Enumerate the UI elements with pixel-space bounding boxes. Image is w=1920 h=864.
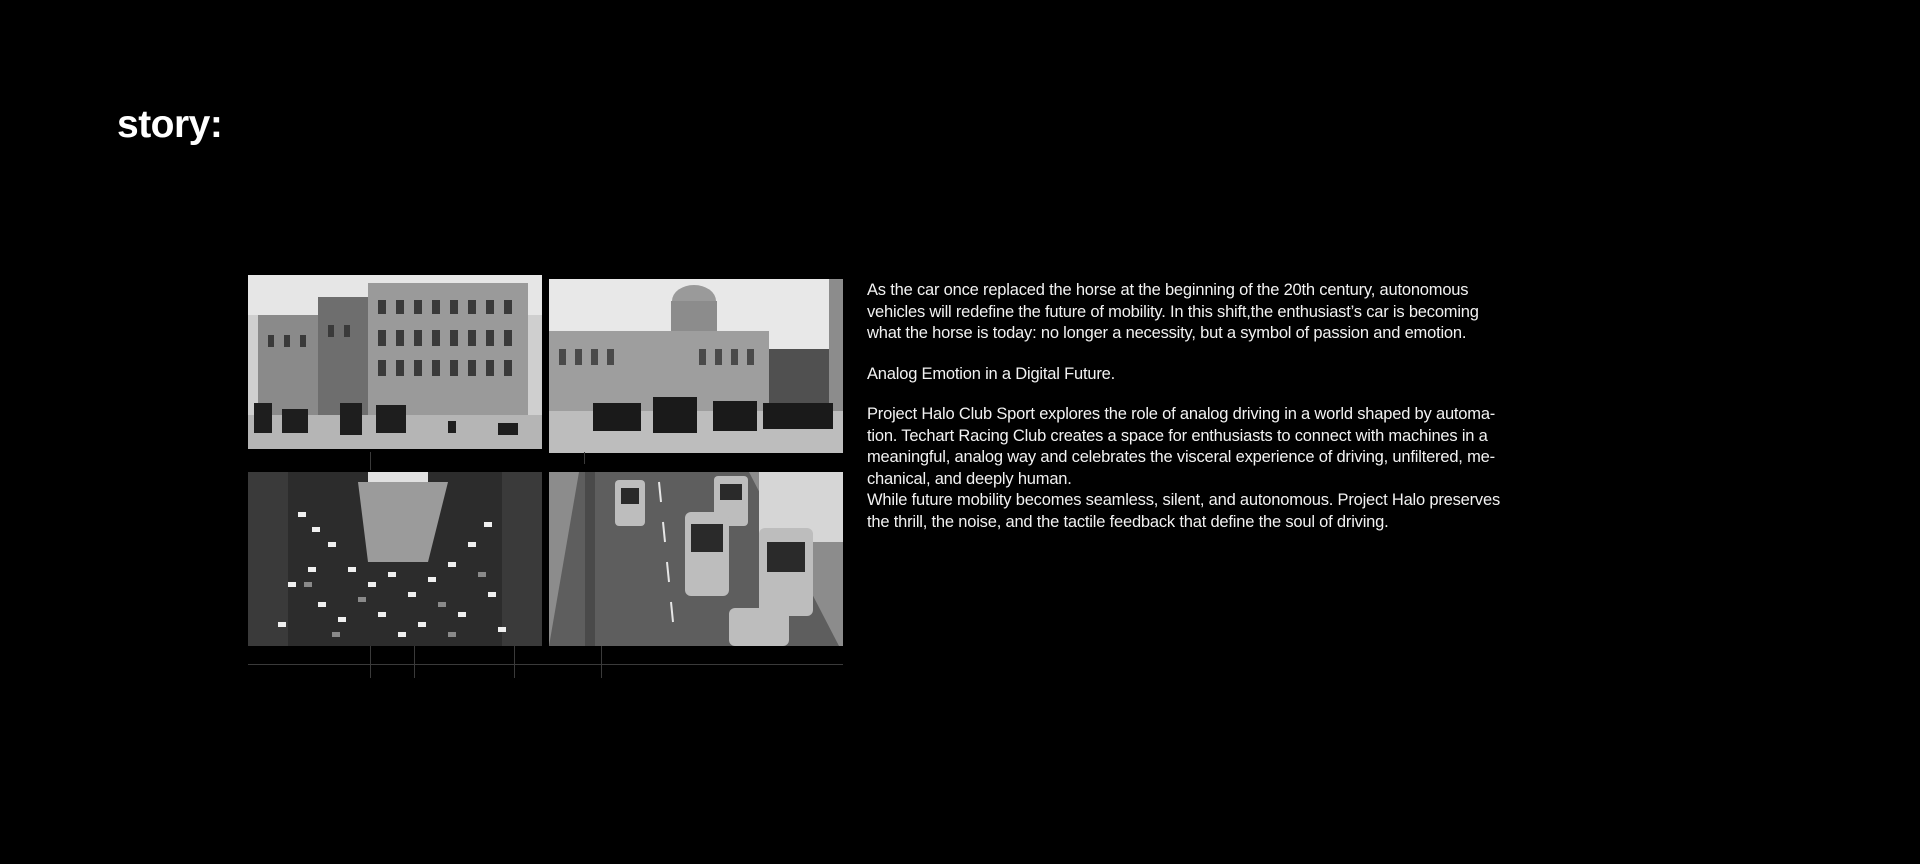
story-paragraph-project: Project Halo Club Sport explores the role of analog driving in a world shaped by automa- tion. Techart Racing Club creates a space for enthusiasts to connect with machines in a meaningful, analog way and celebrates the visceral experience of driving, unfiltered, me- chanical, and deeply human. While future mobility becomes seamless, silent, and autonomous. Project Halo preserves the thrill, the noise, and the tactile feedback that define the soul of driving. xyxy=(867,405,1501,531)
autonomous-pods-on-street-render xyxy=(549,472,843,646)
story-text-column xyxy=(867,280,1547,552)
aerial-traffic-jam-photo xyxy=(248,472,542,646)
page-title: story: xyxy=(117,103,223,146)
grid-tick-mark xyxy=(414,646,415,678)
story-tagline: Analog Emotion in a Digital Future. xyxy=(867,364,1115,383)
photo-grid-baseline-rule xyxy=(248,664,843,665)
grid-tick-mark xyxy=(584,452,585,464)
early-automobiles-in-front-of-domed-building-photo xyxy=(549,279,843,453)
grid-tick-mark xyxy=(601,646,602,678)
story-paragraph-intro: As the car once replaced the horse at the beginning of the 20th century, autonomous vehicles will redefine the future of mobility. In this shift,the enthusiast’s car is becoming what the horse is today: no longer a necessity, but a symbol of passion and emotion. xyxy=(867,281,1479,342)
grid-tick-mark xyxy=(514,646,515,678)
grid-tick-mark xyxy=(370,646,371,678)
grid-tick-mark xyxy=(370,452,371,470)
historic-street-with-carriages-photo xyxy=(248,275,542,449)
